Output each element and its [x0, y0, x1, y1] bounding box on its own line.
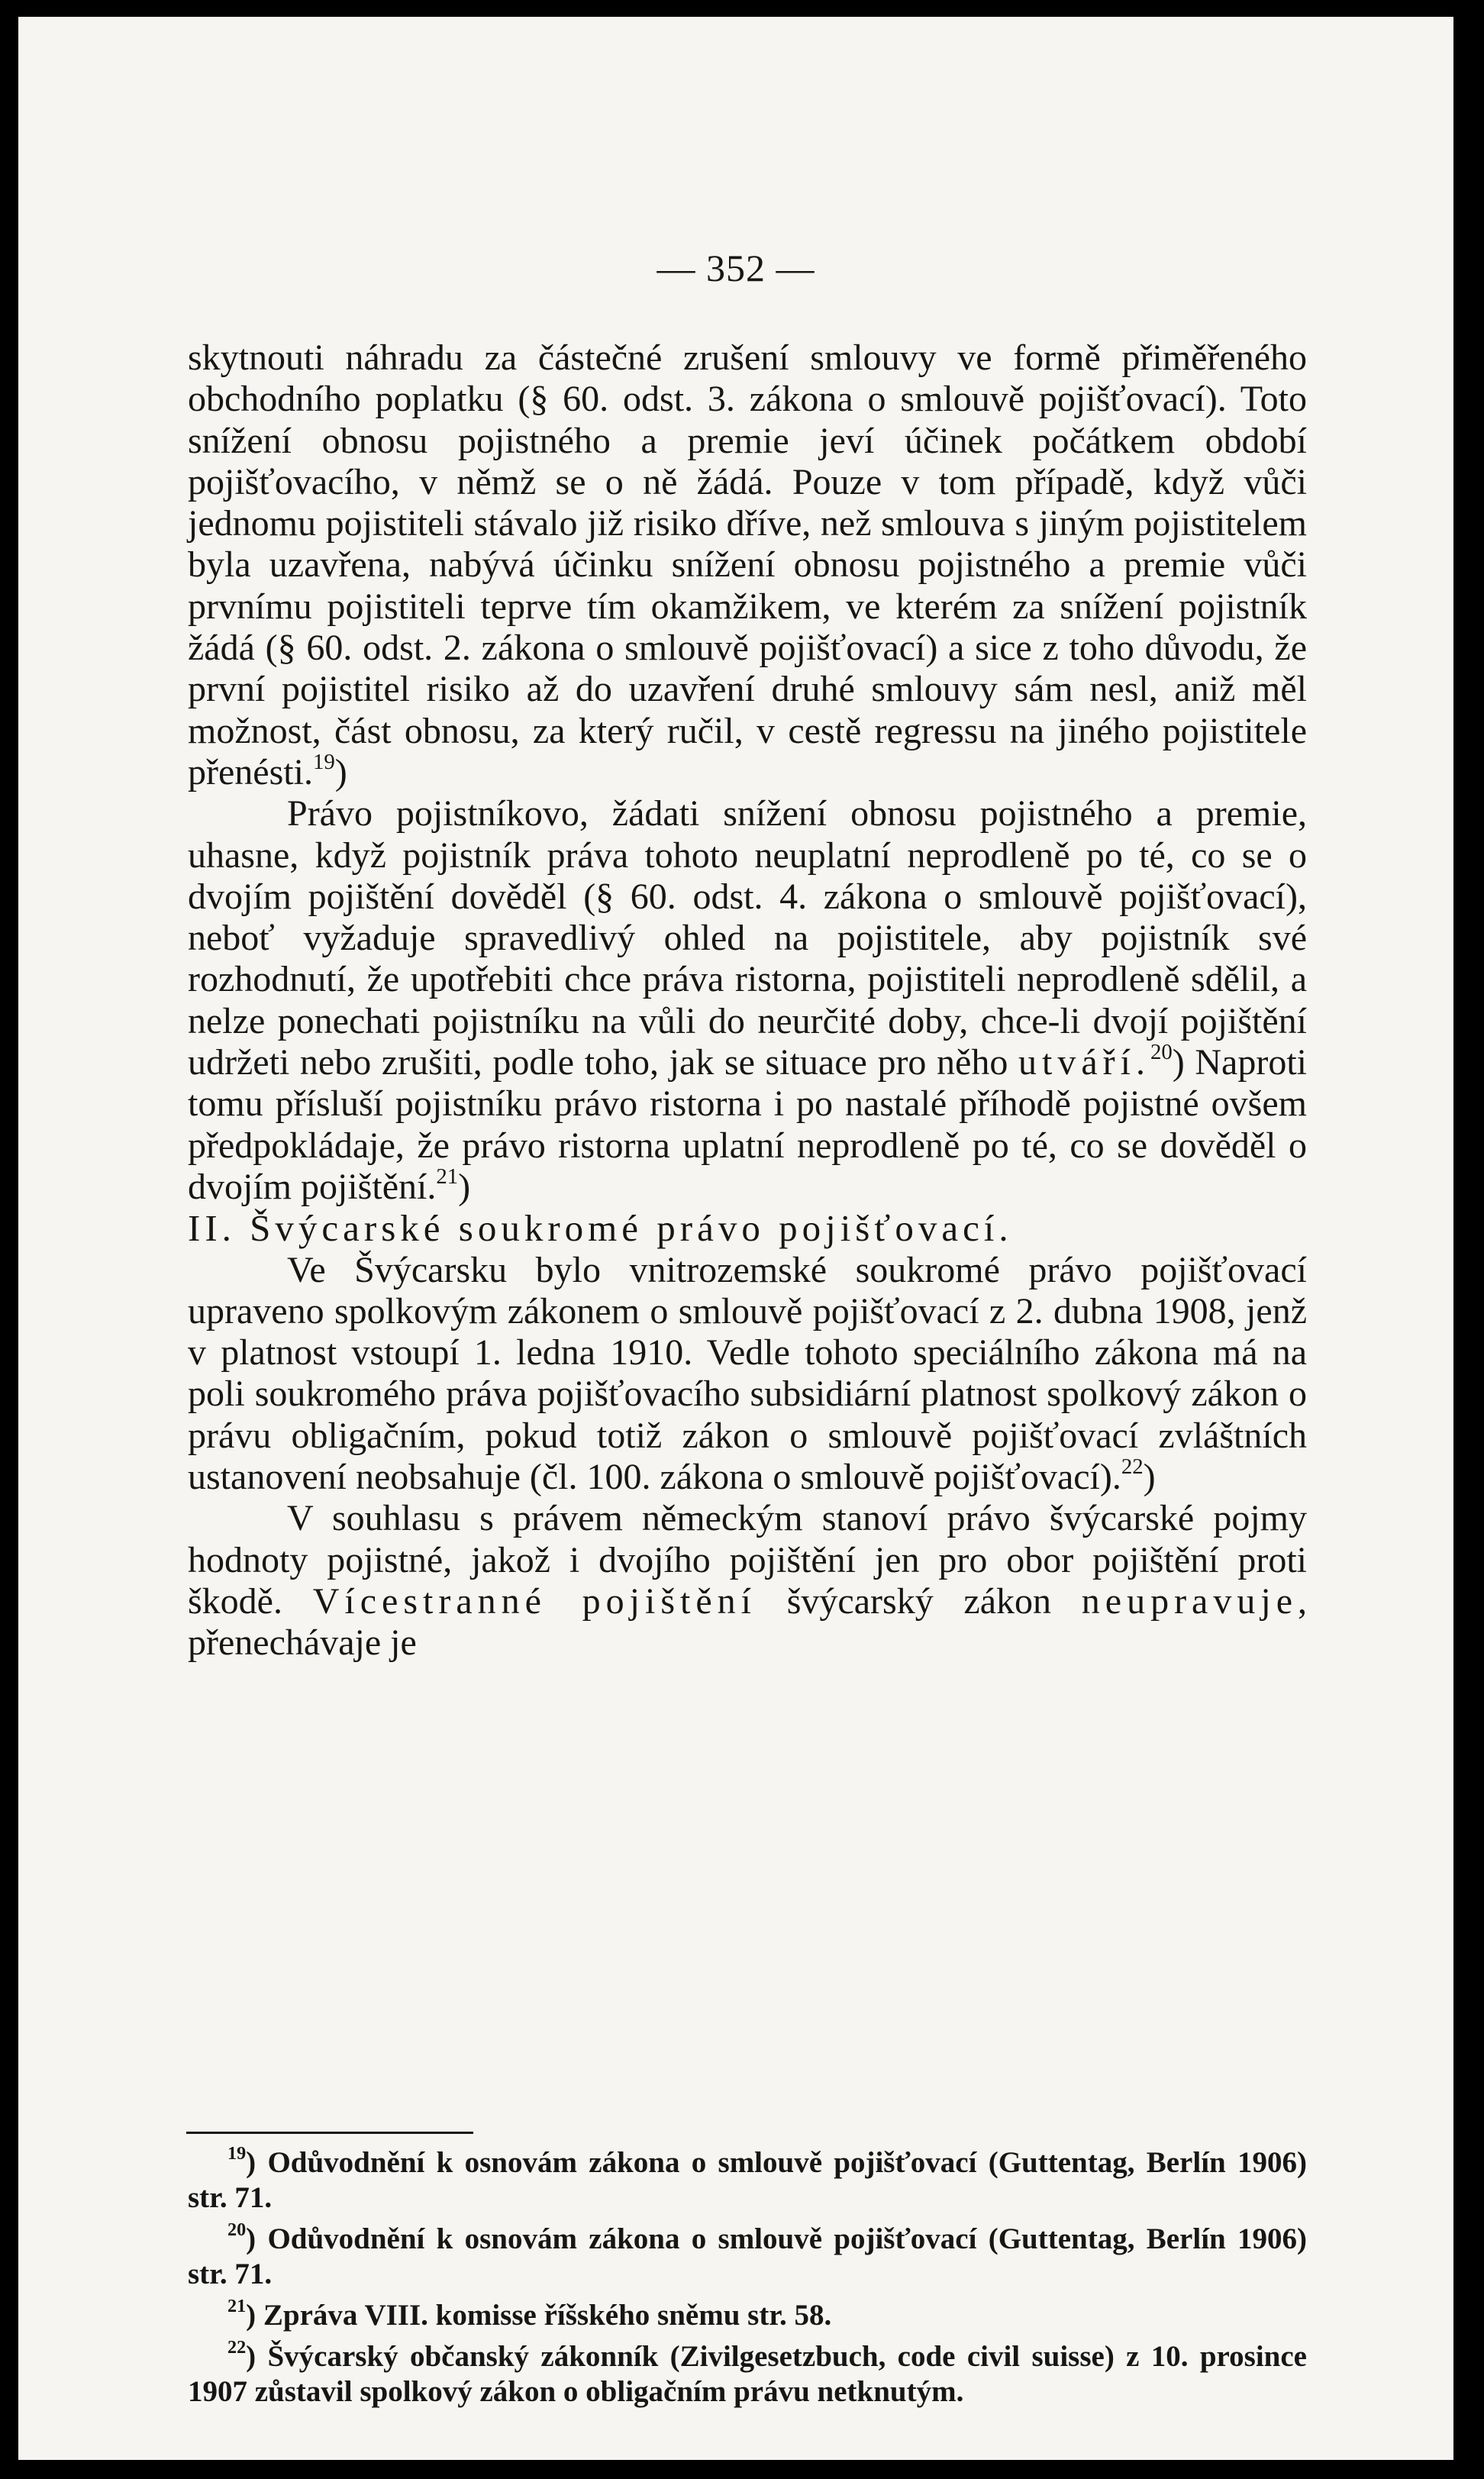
footnote-19	[188, 2145, 1307, 2216]
footnote-ref-22: 22	[1121, 1454, 1144, 1479]
paragraph-3-text: Ve Švýcarsku bylo vnitrozemské soukromé právo pojišťovací upraveno spolkovým zákonem o smlouvě pojišťovací z 2. dubna 1908, jenž v platnost vstoupí 1. ledna 1910. Vedle tohoto speciálního zákona má na poli soukromého práva pojišťovacího subsidiární platnost spolkový zákon o právu obligačním, pokud totiž zákon o smlouvě pojišťovací zvláštních ustanovení neobsahuje (čl. 100. zákona o smlouvě pojišťovací).	[188, 1249, 1307, 1498]
footnote-text: ) Zpráva VIII. komisse říšského sněmu str. 58.	[246, 2299, 832, 2332]
footnote-divider	[186, 2132, 473, 2134]
footnote-number: 21	[227, 2296, 247, 2317]
body-text	[188, 337, 1307, 1664]
paragraph-2-text-b: ) Naproti tomu přísluší pojistníku právo ristorna i po nastalé příhodě pojistné ovšem předpokládaje, že právo ristorna uplatní neprodleně po té, co se dověděl o dvojím pojištění.	[188, 1042, 1308, 1207]
paragraph-3-end: )	[1143, 1457, 1156, 1498]
section-heading: II. Švýcarské soukromé právo pojišťovací.	[188, 1207, 1013, 1250]
footnote-20	[188, 2219, 1307, 2292]
footnote-text: ) Švýcarský občanský zákonník (Zivilgesetzbuch, code civil suisse) z 10. prosince 1907 zůstavil spolkový zákon o obligačním právu netknutým.	[188, 2340, 1307, 2408]
footnote-text: ) Odůvodnění k osnovám zákona o smlouvě pojišťovací (Guttentag, Berlín 1906) str. 71.	[188, 2146, 1307, 2214]
footnote-number: 19	[227, 2143, 247, 2164]
paragraph-1	[188, 337, 1307, 793]
footnote-number: 22	[227, 2337, 247, 2358]
paragraph-4-emphasis-1: Vícestranné pojištění	[312, 1580, 757, 1622]
paragraph-4-text-c: , přenechávaje je	[188, 1580, 1307, 1664]
footnote-22	[188, 2339, 1307, 2410]
footnotes	[188, 2145, 1307, 2416]
paragraph-2-end: )	[458, 1166, 471, 1207]
book-page	[18, 17, 1453, 2460]
page-number: — 352 —	[657, 247, 815, 289]
paragraph-1-end: )	[334, 751, 347, 792]
footnote-21	[188, 2298, 1307, 2333]
footnote-ref-19: 19	[312, 749, 335, 774]
paragraph-2	[188, 793, 1307, 1208]
paragraph-2-text-a: Právo pojistníkovo, žádati snížení obnosu pojistného a premie, uhasne, když pojistník práva tohoto neuplatní neprodleně po té, co se o dvojím pojištění dověděl (§ 60. odst. 4. zákona o smlouvě pojišťovací), neboť vyžaduje spravedlivý ohled na pojistitele, aby pojistník své rozhodnutí, že upotřebiti chce práva ristorna, pojistiteli neprodleně sdělil, a nelze ponechati pojistníku na vůli do neurčité doby, chce-li dvojí pojištění udržeti nebo zrušiti, podle toho, jak se situace pro něho	[188, 793, 1307, 1083]
paragraph-4	[188, 1498, 1307, 1664]
footnote-ref-20: 20	[1150, 1039, 1173, 1064]
footnote-text: ) Odůvodnění k osnovám zákona o smlouvě pojišťovací (Guttentag, Berlín 1906) str. 71.	[188, 2222, 1307, 2290]
paragraph-1-text: skytnouti náhradu za částečné zrušení smlouvy ve formě přiměřeného obchodního poplatku (§ 60. odst. 3. zákona o smlouvě pojišťovací). Toto snížení obnosu pojistného a premie jeví účinek počátkem období pojišťovacího, v němž se o ně žádá. Pouze v tom případě, když vůči jednomu pojistiteli stávalo již risiko dříve, než smlouva s jiným pojistitelem byla uzavřena, nabývá účinku snížení obnosu pojistného a premie vůči prvnímu pojistiteli teprve tím okamžikem, ve kterém za snížení pojistník žádá (§ 60. odst. 2. zákona o smlouvě pojišťovací) a sice z toho důvodu, že první pojistitel risiko až do uzavření druhé smlouvy sám nesl, aniž měl možnost, část obnosu, za který ručil, v cestě regressu na jiného pojistitele přenésti.	[188, 337, 1307, 792]
paragraph-4-text-a: V souhlasu s právem německým stanoví právo švýcarské pojmy hodnoty pojistné, jakož i dvojího pojištění jen pro obor pojištění proti škodě.	[188, 1498, 1307, 1622]
footnote-number: 20	[227, 2219, 247, 2241]
paragraph-4-text-b: švýcarský zákon	[757, 1580, 1082, 1622]
footnote-ref-21: 21	[436, 1164, 459, 1189]
paragraph-4-emphasis-2: neupravuje	[1081, 1580, 1298, 1622]
paragraph-2-emphasis: utváří.	[1018, 1042, 1150, 1083]
paragraph-3	[188, 1250, 1307, 1499]
